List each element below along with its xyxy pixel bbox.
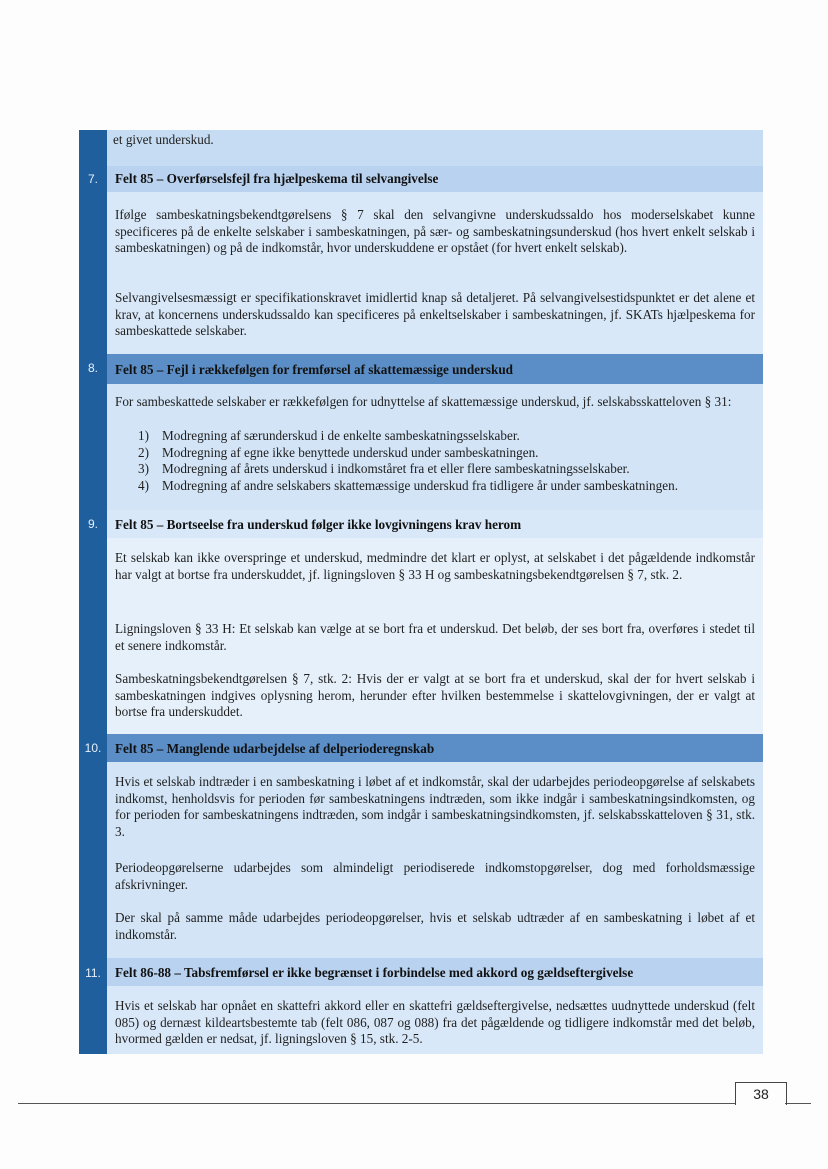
section-9-paragraph-1: Et selskab kan ikke overspringe et underskud, medmindre det klart er oplyst, at selskabet i det pågældende indkomstår har valgt at bortse fra underskuddet, jf. ligningsloven § 33 H og sambeskatningsbekendtgørelsen § 7, stk. 2.	[115, 550, 755, 582]
section-10-title: Felt 85 – Manglende udarbejdelse af delperioderegnskab	[115, 741, 435, 756]
section-10-paragraph-1: Hvis et selskab indtræder i en sambeskatning i løbet af et indkomstår, skal der udarbejdes periodeopgørelse af selskabets indkomst, henholdsvis for perioden før sambeskatningens indtræden, som ikke indgår i sambeskatningsindkomsten, og for perioden for sambeskatningens indtræden, som indgår i sambeskatningsindkomsten, jf. selskabsskatteloven § 31, stk. 3.	[115, 774, 755, 839]
section-9-number: 9.	[87, 517, 98, 531]
section-10-paragraph-2: Periodeopgørelserne udarbejdes som almindeligt periodiserede indkomstopgørelser, dog med forholdsmæssige afskrivninger.	[115, 860, 755, 892]
footer-rule-right	[785, 1103, 811, 1104]
section-7-paragraph-1: Ifølge sambeskatningsbekendtgørelsens § 7 skal den selvangivne underskudssaldo hos moderselskabet kunne specificeres på de enkelte selskaber i sambeskatningen, på sær- og sambeskatningsunderskud (hos hvert enkelt selskab i sambeskatningen) og på de indkomstår, hvor underskuddene er opstået (for hvert enkelt selskab).	[115, 207, 755, 256]
list-item: 3) Modregning af årets underskud i indkomståret fra et eller flere sambeskatningsselskaber.	[138, 461, 630, 477]
section-11-paragraph-1: Hvis et selskab har opnået en skattefri akkord eller en skattefri gældseftergivelse, nedsættes uudnyttede underskud (felt 085) og dernæst kildeartsbestemte tab (felt 086, 087 og 088) fra det pågældende og tidligere indkomstår med det beløb, hvormed gælden er nedsat, jf. ligningsloven § 15, stk. 2-5.	[115, 998, 755, 1047]
section-10-number: 10.	[84, 741, 102, 755]
section-7-number: 7.	[87, 172, 98, 186]
section-7-paragraph-2: Selvangivelsesmæssigt er specifikationskravet imidlertid knap så detaljeret. På selvangivelsestidspunktet er det alene et krav, at koncernens underskudssaldo kan specificeres på enkeltselskaber i sambeskatningen, jf. SKATs hjælpeskema for sambeskattede selskaber.	[115, 290, 755, 339]
list-item: 4) Modregning af andre selskabers skattemæssige underskud fra tidligere år under sambeskatningen.	[138, 477, 678, 493]
section-11-title: Felt 86-88 – Tabsfremførsel er ikke begrænset i forbindelse med akkord og gældseftergivelse	[115, 965, 634, 980]
list-item: 1) Modregning af særunderskud i de enkelte sambeskatningsselskaber.	[138, 428, 520, 443]
section-7-title: Felt 85 – Overførselsfejl fra hjælpeskema til selvangivelse	[115, 171, 439, 186]
section-8-number: 8.	[87, 361, 98, 375]
section-8-paragraph-1: For sambeskattede selskaber er rækkefølgen for udnyttelse af skattemæssige underskud, jf. selskabsskatteloven § 31:	[115, 394, 732, 409]
section-9-title: Felt 85 – Bortseelse fra underskud følger ikke lovgivningens krav herom	[115, 517, 522, 532]
section-9-paragraph-2: Ligningsloven § 33 H: Et selskab kan vælge at se bort fra et underskud. Det beløb, der ses bort fra, overføres i stedet til et senere indkomstår.	[115, 621, 755, 653]
section-8-title: Felt 85 – Fejl i rækkefølgen for fremførsel af skattemæssige underskud	[115, 362, 514, 377]
section-10-paragraph-3: Der skal på samme måde udarbejdes periodeopgørelser, hvis et selskab udtræder af en sambeskatning i løbet af et indkomstår.	[115, 910, 755, 942]
list-item: 2) Modregning af egne ikke benyttede underskud under sambeskatningen.	[138, 444, 539, 460]
footer-rule-left	[18, 1103, 735, 1104]
section-number-column	[79, 130, 107, 1054]
section-9-paragraph-3: Sambeskatningsbekendtgørelsen § 7, stk. 2: Hvis der er valgt at se bort fra et underskud, skal der for hvert selskab i sambeskatningen indgives oplysning herom, herunder efter hvilken bestemmelse i skattelovgivningen, der er valgt at bortse fra underskuddet.	[115, 671, 755, 720]
continuation-text: et givet underskud.	[113, 132, 214, 147]
section-11-number: 11.	[85, 966, 101, 980]
page-number: 38	[735, 1082, 787, 1105]
section-8-list	[138, 428, 758, 494]
